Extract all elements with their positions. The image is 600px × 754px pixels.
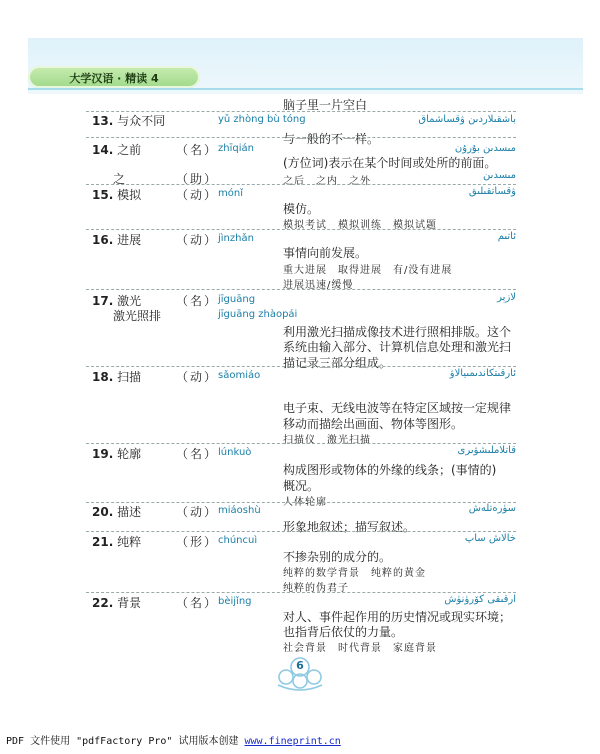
definition-line: 脑子里一片空白	[283, 98, 368, 112]
entry-pos: （名）	[176, 596, 219, 610]
entry-pinyin: mónǐ	[218, 188, 243, 199]
entry-divider	[86, 366, 516, 367]
entry-pinyin: miáoshù	[218, 505, 261, 516]
entry-definition: 与一般的不一样。	[283, 132, 380, 146]
entry-pinyin: jīguāng	[218, 294, 256, 305]
entry-uyghur: خالاش ساپ	[464, 533, 516, 544]
entry-example: 纯粹的数学背景 纯粹的黄金	[283, 568, 426, 579]
entry-pos: （动）	[176, 188, 219, 202]
entry-headword: 激光照排	[113, 309, 162, 323]
entry-headword: 15. 模拟	[92, 188, 142, 202]
entry-pinyin: yǔ zhòng bù tóng	[218, 114, 306, 125]
entry-headword: 18. 扫描	[92, 370, 142, 384]
entry-headword: 之	[113, 172, 126, 186]
entry-pos: （形）	[176, 535, 219, 549]
entry-uyghur: باشقىلاردىن ۋقساشماق	[418, 114, 516, 125]
entry-example: 社会背景 时代背景 家庭背景	[283, 643, 437, 654]
entry-uyghur: ارقىقى كۆرۈنۈش	[444, 594, 516, 605]
entry-headword: 16. 进展	[92, 233, 142, 247]
entry-definition: 构成图形或物体的外缘的线条；(事情的)	[283, 463, 497, 477]
entry-divider	[86, 443, 516, 444]
entry-uyghur: ۋقساتقىلىق	[468, 186, 516, 197]
entry-pos: （名）	[176, 294, 219, 308]
entry-definition: 利用激光扫描成像技术进行照相排版。这个	[283, 325, 512, 339]
entry-pos: （名）	[176, 143, 219, 157]
entry-headword: 22. 背景	[92, 596, 142, 610]
page-number: 6	[296, 659, 304, 672]
entry-headword: 14. 之前	[92, 143, 142, 157]
entry-example: 之后 之内 之外	[283, 176, 371, 187]
entry-definition: 模仿。	[283, 202, 320, 216]
entry-example: 扫描仪 激光扫描	[283, 435, 371, 446]
entry-divider	[86, 502, 516, 503]
entry-example: 人体轮廓	[283, 497, 327, 508]
entry-uyghur: لازېر	[497, 292, 516, 303]
entry-example: 进展迅速/缓慢	[283, 280, 354, 291]
entry-divider	[86, 289, 516, 290]
entry-uyghur: ئاتىم	[497, 231, 516, 242]
entry-example: 重大进展 取得进展 有/没有进展	[283, 265, 453, 276]
entry-definition: 形象地叙述；描写叙述。	[283, 520, 416, 534]
pdf-footer	[6, 732, 341, 747]
book-title-tab	[28, 66, 200, 88]
entry-divider	[86, 184, 516, 185]
entry-definition: 不掺杂别的成分的。	[283, 550, 392, 564]
entry-definition: (方位词)表示在某个时间或处所的前面。	[283, 156, 497, 170]
entry-pinyin: jìnzhǎn	[218, 233, 254, 244]
entry-uyghur: مىسدىن	[483, 170, 516, 181]
entry-headword: 17. 激光	[92, 294, 142, 308]
entry-pinyin: jīguāng zhàopái	[218, 309, 298, 320]
entry-pinyin: bèijǐng	[218, 596, 252, 607]
entry-pos: （助）	[176, 172, 219, 186]
entry-headword: 21. 纯粹	[92, 535, 142, 549]
entry-definition: 系统由输入部分、计算机信息处理和激光扫	[283, 340, 512, 354]
entry-definition: 描记录三部分组成。	[283, 356, 392, 370]
entry-divider	[86, 531, 516, 532]
entry-divider	[86, 137, 516, 138]
entry-pinyin: lúnkuò	[218, 447, 252, 458]
entry-definition: 对人、事件起作用的历史情况或现实环境；	[283, 610, 512, 624]
entry-pos: （名）	[176, 447, 219, 461]
entry-headword: 13. 与众不同	[92, 114, 166, 128]
book-title: 大学汉语 · 精读 4	[69, 72, 159, 85]
entry-pinyin: zhīqián	[218, 143, 254, 154]
entry-example: 模拟考试 模拟训练 模拟试题	[283, 220, 437, 231]
entry-pos: （动）	[176, 233, 219, 247]
entry-pinyin: chúncuì	[218, 535, 258, 546]
entry-pinyin: sǎomiáo	[218, 370, 261, 381]
entry-headword: 20. 描述	[92, 505, 142, 519]
entry-pos: （动）	[176, 505, 219, 519]
entry-divider	[86, 592, 516, 593]
entry-uyghur: مىسدىن بۇرۇن	[454, 143, 516, 154]
entry-definition: 事情向前发展。	[283, 246, 368, 260]
entry-definition: 移动而描绘出画面、物体等图形。	[283, 417, 464, 431]
entry-uyghur: سۈرەتلەش	[468, 503, 516, 514]
entry-uyghur: ئارقىتكاندىمىيالاۋ	[449, 368, 516, 379]
footer-link[interactable]: www.fineprint.cn	[244, 736, 341, 747]
entry-pos: （动）	[176, 370, 219, 384]
page-number-ornament	[274, 655, 326, 691]
entry-uyghur: قاتلاملىشۋىرى	[457, 445, 516, 456]
entry-example: 纯粹的伪君子	[283, 583, 349, 594]
entry-definition: 也指背后依仗的力量。	[283, 625, 404, 639]
entry-divider	[86, 229, 516, 230]
entry-definition: 概况。	[283, 479, 320, 493]
header-rule	[28, 88, 583, 90]
entry-headword: 19. 轮廓	[92, 447, 142, 461]
entry-definition: 电子束、无线电波等在特定区域按一定规律	[283, 401, 512, 415]
footer-text: PDF 文件使用 "pdfFactory Pro" 试用版本创建	[6, 736, 245, 747]
